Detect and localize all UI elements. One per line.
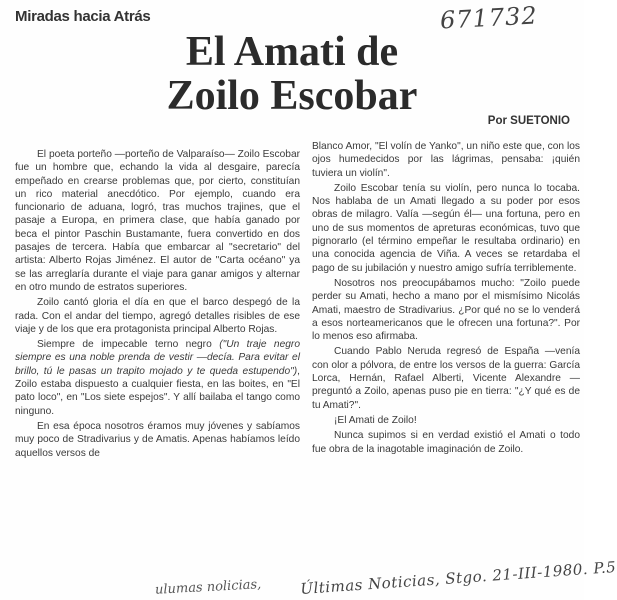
paragraph: Blanco Amor, "El volín de Yanko", un niño este que, con los ojos humedecidos por las lágrimas, pensaba: ¡quién tuviera un violín". xyxy=(312,141,580,179)
paragraph: El poeta porteño —porteño de Valparaíso— Zoilo Escobar fue un hombre que, echando la vida al desgaire, parecía empeñado en crearse problemas que, por cierto, constituían un rico material anecdótico. Por ejemplo, cuando era funcionario de aduana, logró, tras muchos trajines, que el pasaje a Europa, en primera clase, que había ganado por beca el pintor Paschin Bustamante, fuera convertido en dos pasajes de tercera. Había que embarcar al "secretario" del artista: Alberto Rojas Jiménez. El autor de "Carta océano" ya se las arreglaría durante el viaje para ganar amigos y alternar en otro mundo de estratos superiores. xyxy=(15,149,300,293)
handwritten-catalog-number: 671732 xyxy=(439,1,539,35)
byline: Por SUETONIO xyxy=(487,115,570,127)
title-line-1: El Amati de xyxy=(185,29,399,75)
section-label: Miradas hacia Atrás xyxy=(15,8,151,25)
title-line-2: Zoilo Escobar xyxy=(166,73,418,119)
paragraph: Nosotros nos preocupábamos mucho: "Zoilo puede perder su Amati, hecho a mano por el mismísimo Nicolás Amati, maestro de Stradivarius. ¿Por qué no se lo venderá a esos norteamericanos que le ofrecen una fortuna?". Por lo menos eso afirmaba. xyxy=(312,277,580,343)
paragraph: ¡El Amati de Zoilo! xyxy=(334,414,417,426)
paragraph-text: Siempre de impecable terno negro xyxy=(37,339,212,351)
paragraph xyxy=(15,338,300,418)
italic-quote: ("Un traje negro siempre es una noble prenda de vestir —decía. Para evitar el brillo, tú le pasas un trapito mojado y te queda estupendo") xyxy=(15,339,300,377)
paragraph: Zoilo cantó gloria el día en que el barco despegó de la rada. Con el andar del tiempo, agregó detalles risibles de ese viaje y de los que era protagonista principal Alberto Rojas. xyxy=(15,297,300,335)
handwritten-source-left: ulumas nolicias, xyxy=(154,577,262,598)
paragraph: En esa época nosotros éramos muy jóvenes y sabíamos muy poco de Stradivarius y de Amatis. Apenas habíamos leído aquellos versos de xyxy=(15,420,300,459)
paragraph-text: , Zoilo estaba dispuesto a cualquier fiesta, en las boites, en "El pato loco", en "Los siete espejos". Y allí bailaba el tango como ninguno. xyxy=(15,365,300,417)
paragraph: Zoilo Escobar tenía su violín, pero nunca lo tocaba. Nos hablaba de un Amati llegado a su poder por esos obras de milagro. Valía —según él— una fortuna, pero en uno de sus momentos de apreturas económicas, tuvo que pignorarlo (el término empeñar le resultaba ordinario) en una conocida agencia de Viña. A veces se retardaba el pago de su jubilación y nuestro amigo sufría terriblemente. xyxy=(312,182,580,274)
paragraph: Nunca supimos si en verdad existió el Amati o todo fue obra de la inagotable imaginación de Zoilo. xyxy=(312,430,580,455)
article-title xyxy=(0,30,584,118)
handwritten-source: Últimas Noticias, Stgo. 21-III-1980. P.5 xyxy=(299,557,617,599)
paragraph: Cuando Pablo Neruda regresó de España —venía con olor a pólvora, de entre los versos de la guerra: García Lorca, Hernán, Rafael Alberti, Vicente Alexandre —preguntó a Zoilo, apenas puso pie en tierra: "¿Y qué es de tu Amati?". xyxy=(312,346,580,411)
right-column xyxy=(312,140,580,458)
left-column xyxy=(15,148,300,462)
